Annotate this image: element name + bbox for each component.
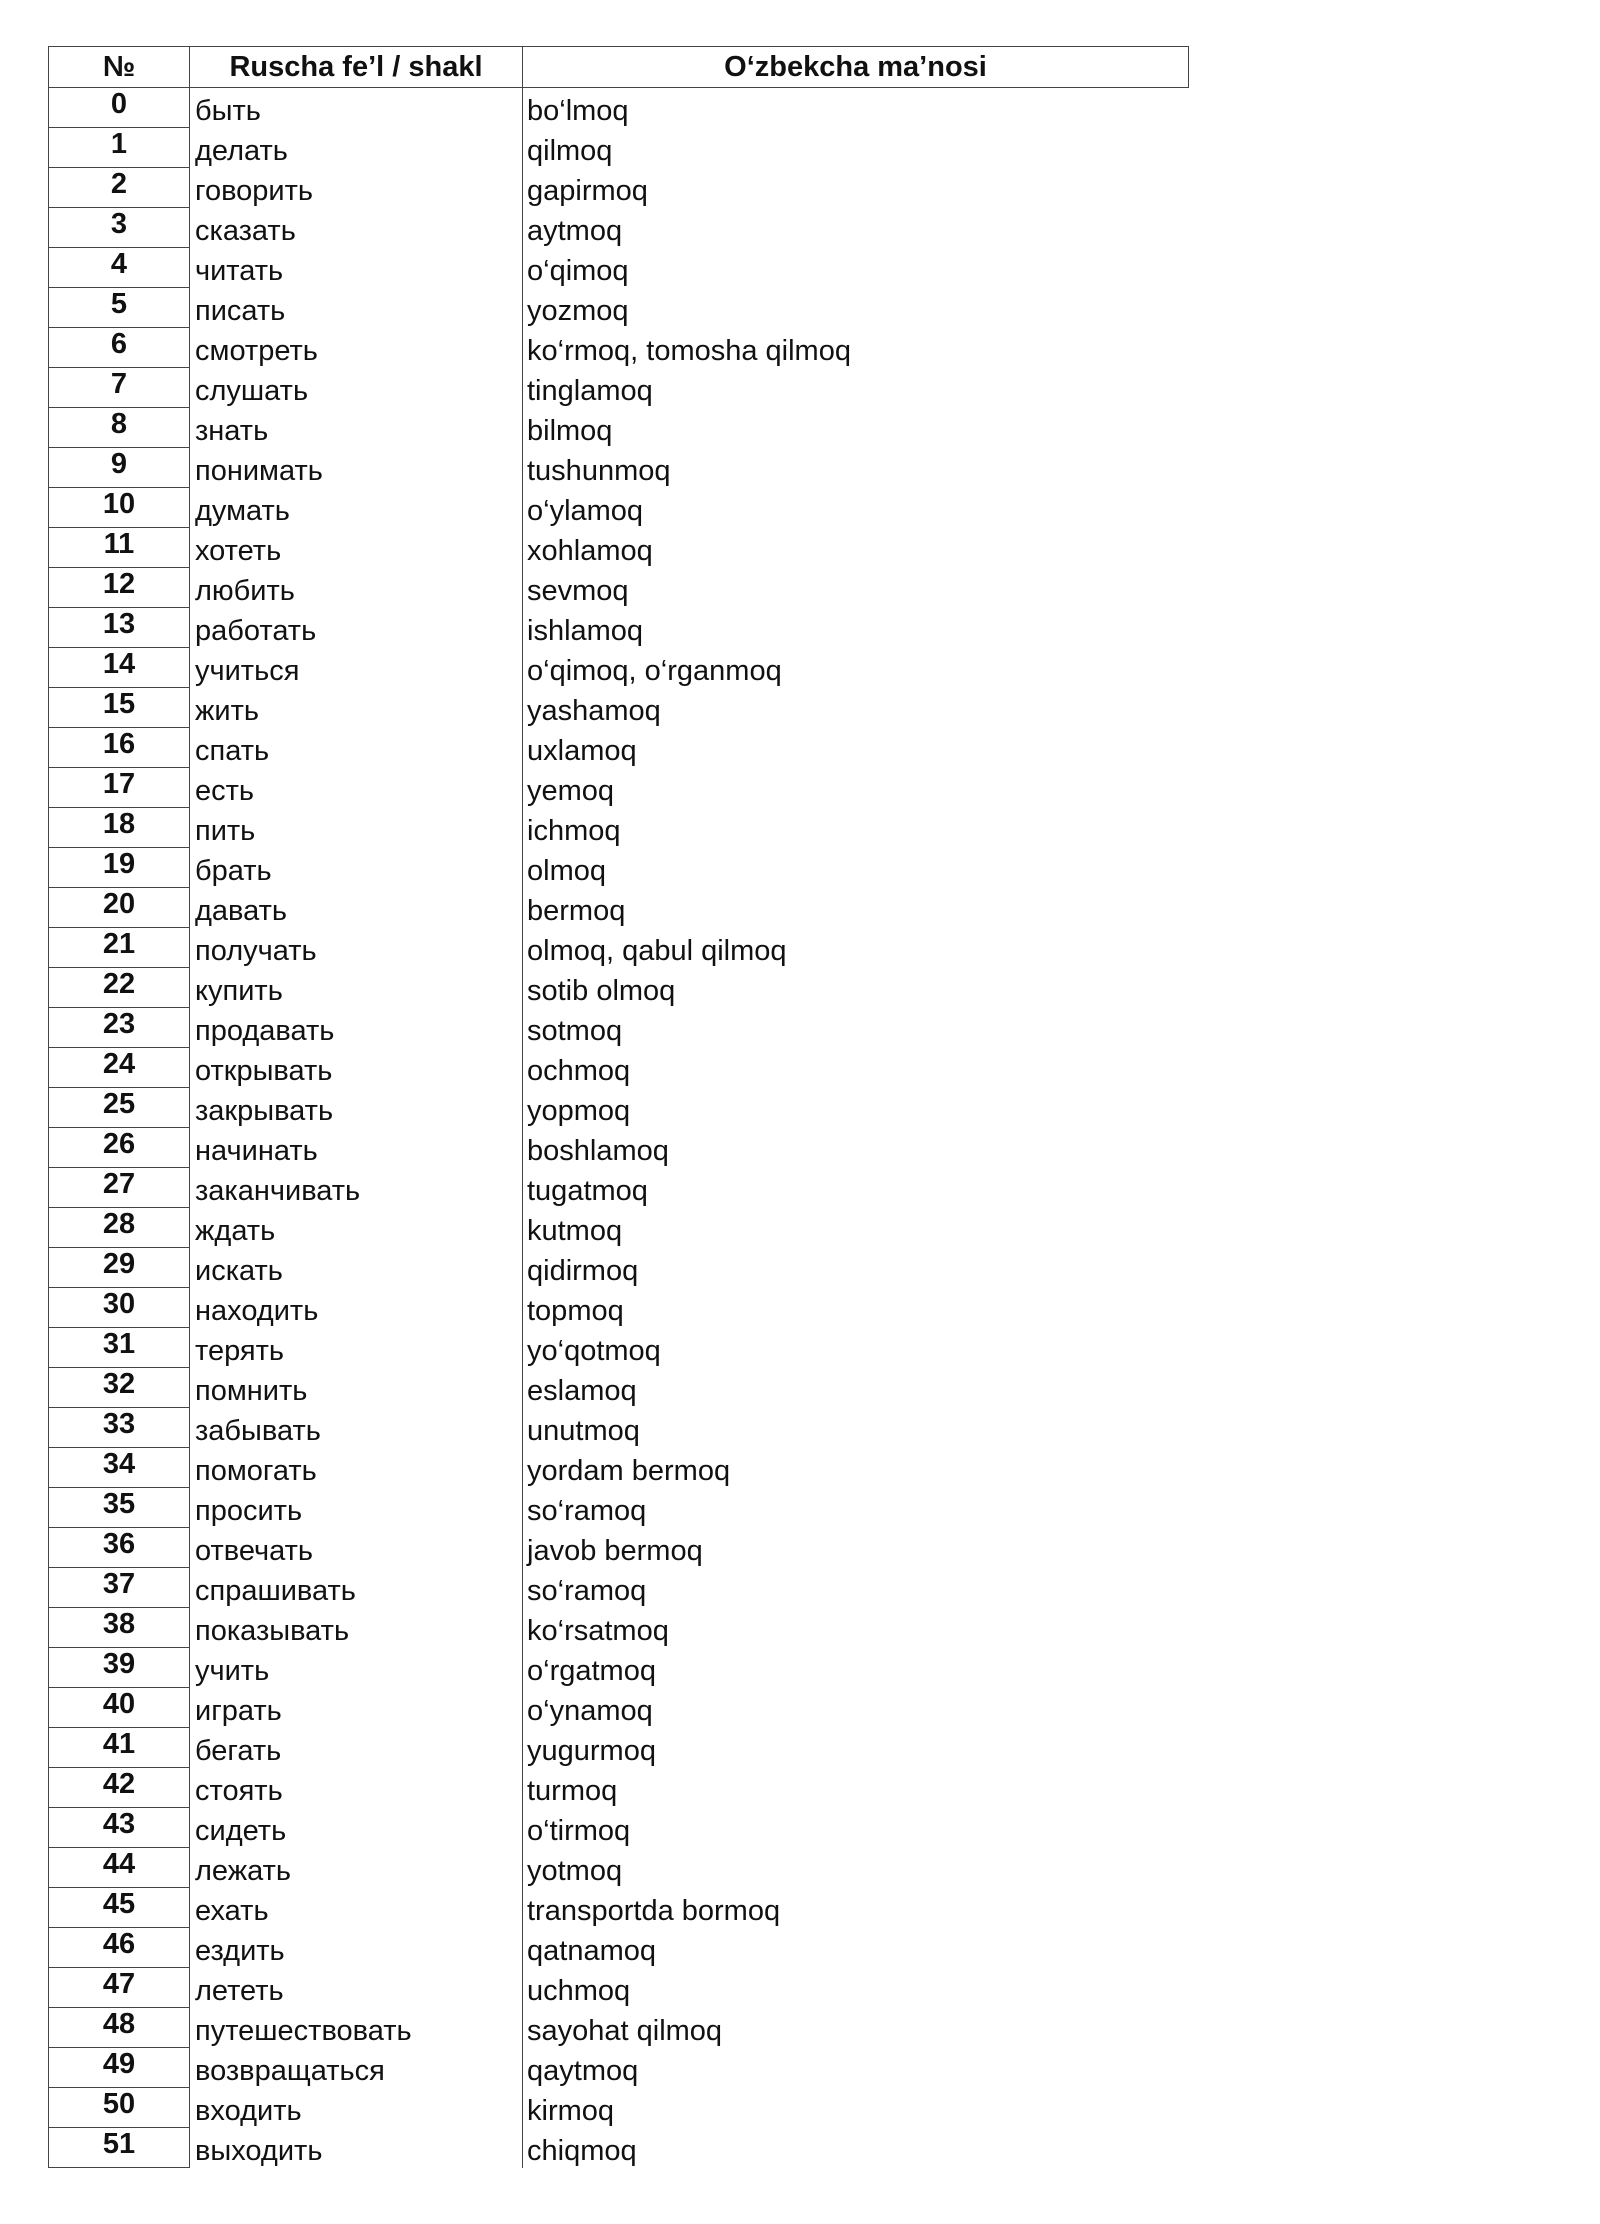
row-number: 22: [49, 968, 190, 1008]
table-row: [49, 1688, 1189, 1728]
russian-verb: получать: [190, 928, 523, 968]
uzbek-meaning: boshlamoq: [527, 1134, 669, 1167]
russian-verb: понимать: [190, 448, 523, 488]
uzbek-meaning: sotib olmoq: [527, 974, 676, 1007]
table-row: [49, 608, 1189, 648]
uzbek-meaning: yugurmoq: [527, 1734, 656, 1767]
row-number: 50: [49, 2088, 190, 2128]
table-row: [49, 1328, 1189, 1368]
row-number: 20: [49, 888, 190, 928]
uzbek-meaning: qilmoq: [527, 134, 613, 167]
table-row: [49, 1008, 1189, 1048]
russian-verb: открывать: [190, 1048, 523, 1088]
uzbek-meaning: yashamoq: [527, 694, 661, 727]
header-number: №: [49, 47, 190, 88]
table-row: [49, 1768, 1189, 1808]
russian-verb: играть: [190, 1688, 523, 1728]
table-row: [49, 848, 1189, 888]
table-row: [49, 2088, 1189, 2128]
russian-verb: быть: [190, 88, 523, 128]
russian-verb: выходить: [190, 2128, 523, 2168]
russian-verb: сидеть: [190, 1808, 523, 1848]
row-number: 15: [49, 688, 190, 728]
russian-verb: читать: [190, 248, 523, 288]
russian-verb: просить: [190, 1488, 523, 1528]
table-row: [49, 568, 1189, 608]
table-row: [49, 328, 1189, 368]
table-row: [49, 168, 1189, 208]
uzbek-meaning: ko‘rsatmoq: [527, 1614, 669, 1647]
uzbek-meaning: javob bermoq: [527, 1534, 703, 1567]
row-number: 25: [49, 1088, 190, 1128]
table-row: [49, 1448, 1189, 1488]
table-row: [49, 1928, 1189, 1968]
document-sheet: [48, 46, 1188, 2168]
russian-verb: давать: [190, 888, 523, 928]
uzbek-meaning: ichmoq: [527, 814, 621, 847]
table-row: [49, 808, 1189, 848]
russian-verb: слушать: [190, 368, 523, 408]
row-number: 7: [49, 368, 190, 408]
header-uzbek-meaning: O‘zbekcha ma’nosi: [523, 47, 1189, 88]
uzbek-meaning: sayohat qilmoq: [527, 2014, 723, 2047]
table-body: [49, 88, 1189, 2168]
russian-verb: жить: [190, 688, 523, 728]
row-number: 48: [49, 2008, 190, 2048]
verb-translation-table: [48, 46, 1189, 2168]
row-number: 1: [49, 128, 190, 168]
russian-verb: сказать: [190, 208, 523, 248]
row-number: 14: [49, 648, 190, 688]
table-row: [49, 888, 1189, 928]
row-number: 41: [49, 1728, 190, 1768]
uzbek-meaning: olmoq, qabul qilmoq: [527, 934, 787, 967]
uzbek-meaning: uchmoq: [527, 1974, 631, 2007]
row-number: 12: [49, 568, 190, 608]
row-number: 9: [49, 448, 190, 488]
row-number: 19: [49, 848, 190, 888]
table-row: [49, 2128, 1189, 2168]
russian-verb: думать: [190, 488, 523, 528]
table-row: [49, 2008, 1189, 2048]
row-number: 30: [49, 1288, 190, 1328]
russian-verb: купить: [190, 968, 523, 1008]
table-row: [49, 1248, 1189, 1288]
uzbek-meaning: tugatmoq: [527, 1174, 648, 1207]
uzbek-meaning: o‘ynamoq: [527, 1694, 653, 1727]
row-number: 31: [49, 1328, 190, 1368]
uzbek-meaning: eslamoq: [527, 1374, 637, 1407]
russian-verb: помогать: [190, 1448, 523, 1488]
russian-verb: учить: [190, 1648, 523, 1688]
row-number: 11: [49, 528, 190, 568]
table-row: [49, 928, 1189, 968]
uzbek-meaning: o‘ylamoq: [527, 494, 644, 527]
russian-verb: терять: [190, 1328, 523, 1368]
table-row: [49, 1048, 1189, 1088]
table-row: [49, 528, 1189, 568]
russian-verb: продавать: [190, 1008, 523, 1048]
russian-verb: стоять: [190, 1768, 523, 1808]
table-row: [49, 488, 1189, 528]
table-row: [49, 248, 1189, 288]
uzbek-meaning: kirmoq: [527, 2094, 615, 2127]
russian-verb: смотреть: [190, 328, 523, 368]
table-row: [49, 368, 1189, 408]
uzbek-meaning: o‘rgatmoq: [527, 1654, 656, 1687]
uzbek-meaning: yopmoq: [527, 1094, 631, 1127]
uzbek-meaning: yemoq: [527, 774, 615, 807]
table-row: [49, 288, 1189, 328]
russian-verb: заканчивать: [190, 1168, 523, 1208]
table-row: [49, 1288, 1189, 1328]
row-number: 37: [49, 1568, 190, 1608]
row-number: 8: [49, 408, 190, 448]
row-number: 26: [49, 1128, 190, 1168]
table-row: [49, 408, 1189, 448]
uzbek-meaning: qaytmoq: [527, 2054, 639, 2087]
row-number: 38: [49, 1608, 190, 1648]
russian-verb: знать: [190, 408, 523, 448]
row-number: 49: [49, 2048, 190, 2088]
row-number: 10: [49, 488, 190, 528]
uzbek-meaning: tinglamoq: [527, 374, 653, 407]
table-row: [49, 1568, 1189, 1608]
row-number: 5: [49, 288, 190, 328]
russian-verb: пить: [190, 808, 523, 848]
russian-verb: делать: [190, 128, 523, 168]
table-row: [49, 128, 1189, 168]
russian-verb: хотеть: [190, 528, 523, 568]
uzbek-meaning: o‘qimoq, o‘rganmoq: [527, 654, 782, 687]
russian-verb: спрашивать: [190, 1568, 523, 1608]
row-number: 6: [49, 328, 190, 368]
russian-verb: входить: [190, 2088, 523, 2128]
table-row: [49, 2048, 1189, 2088]
table-row: [49, 728, 1189, 768]
row-number: 40: [49, 1688, 190, 1728]
russian-verb: спать: [190, 728, 523, 768]
uzbek-meaning: qidirmoq: [527, 1254, 639, 1287]
russian-verb: ехать: [190, 1888, 523, 1928]
row-number: 24: [49, 1048, 190, 1088]
row-number: 46: [49, 1928, 190, 1968]
russian-verb: отвечать: [190, 1528, 523, 1568]
russian-verb: бегать: [190, 1728, 523, 1768]
row-number: 23: [49, 1008, 190, 1048]
uzbek-meaning: o‘tirmoq: [527, 1814, 631, 1847]
header-russian-verb: Ruscha fe’l / shakl: [190, 47, 523, 88]
table-row: [49, 1608, 1189, 1648]
uzbek-meaning: sotmoq: [527, 1014, 623, 1047]
uzbek-meaning: yotmoq: [527, 1854, 623, 1887]
table-row: [49, 1408, 1189, 1448]
row-number: 39: [49, 1648, 190, 1688]
uzbek-meaning: yozmoq: [527, 294, 629, 327]
russian-verb: любить: [190, 568, 523, 608]
table-header: [49, 47, 1189, 88]
row-number: 29: [49, 1248, 190, 1288]
table-row: [49, 1208, 1189, 1248]
russian-verb: лететь: [190, 1968, 523, 2008]
russian-verb: ждать: [190, 1208, 523, 1248]
row-number: 17: [49, 768, 190, 808]
uzbek-meaning: ko‘rmoq, tomosha qilmoq: [527, 334, 851, 367]
row-number: 45: [49, 1888, 190, 1928]
table-row: [49, 1648, 1189, 1688]
row-number: 43: [49, 1808, 190, 1848]
uzbek-meaning: gapirmoq: [527, 174, 648, 207]
uzbek-meaning: unutmoq: [527, 1414, 640, 1447]
table-row: [49, 768, 1189, 808]
table-row: [49, 1888, 1189, 1928]
row-number: 0: [49, 88, 190, 128]
uzbek-meaning: bilmoq: [527, 414, 613, 447]
uzbek-meaning: o‘qimoq: [527, 254, 629, 287]
table-row: [49, 1728, 1189, 1768]
russian-verb: работать: [190, 608, 523, 648]
uzbek-meaning: transportda bormoq: [527, 1894, 781, 1927]
russian-verb: начинать: [190, 1128, 523, 1168]
uzbek-meaning: ishlamoq: [527, 614, 644, 647]
uzbek-meaning: bermoq: [527, 894, 626, 927]
row-number: 18: [49, 808, 190, 848]
uzbek-meaning: so‘ramoq: [527, 1494, 647, 1527]
uzbek-meaning: tushunmoq: [527, 454, 671, 487]
row-number: 2: [49, 168, 190, 208]
table-row: [49, 648, 1189, 688]
row-number: 28: [49, 1208, 190, 1248]
table-row: [49, 968, 1189, 1008]
uzbek-meaning: yo‘qotmoq: [527, 1334, 661, 1367]
russian-verb: говорить: [190, 168, 523, 208]
uzbek-meaning: yordam bermoq: [527, 1454, 731, 1487]
table-row: [49, 1488, 1189, 1528]
row-number: 16: [49, 728, 190, 768]
russian-verb: путешествовать: [190, 2008, 523, 2048]
uzbek-meaning: turmoq: [527, 1774, 618, 1807]
table-row: [49, 1128, 1189, 1168]
uzbek-meaning: topmoq: [527, 1294, 624, 1327]
table-row: [49, 1368, 1189, 1408]
table-row: [49, 448, 1189, 488]
row-number: 51: [49, 2128, 190, 2168]
russian-verb: возвращаться: [190, 2048, 523, 2088]
row-number: 44: [49, 1848, 190, 1888]
row-number: 21: [49, 928, 190, 968]
row-number: 42: [49, 1768, 190, 1808]
russian-verb: забывать: [190, 1408, 523, 1448]
russian-verb: находить: [190, 1288, 523, 1328]
uzbek-meaning: xohlamoq: [527, 534, 653, 567]
russian-verb: помнить: [190, 1368, 523, 1408]
uzbek-meaning: ochmoq: [527, 1054, 631, 1087]
row-number: 4: [49, 248, 190, 288]
uzbek-meaning: bo‘lmoq: [527, 94, 629, 127]
table-row: [49, 1968, 1189, 2008]
table-row: [49, 688, 1189, 728]
uzbek-meaning: kutmoq: [527, 1214, 623, 1247]
row-number: 32: [49, 1368, 190, 1408]
russian-verb: лежать: [190, 1848, 523, 1888]
table-row: [49, 1168, 1189, 1208]
table-row: [49, 1088, 1189, 1128]
uzbek-meaning: olmoq: [527, 854, 606, 887]
russian-verb: ездить: [190, 1928, 523, 1968]
russian-verb: закрывать: [190, 1088, 523, 1128]
table-row: [49, 1808, 1189, 1848]
row-number: 47: [49, 1968, 190, 2008]
uzbek-meaning: aytmoq: [527, 214, 623, 247]
table-row: [49, 208, 1189, 248]
row-number: 3: [49, 208, 190, 248]
header-row: [49, 47, 1189, 88]
row-number: 33: [49, 1408, 190, 1448]
table-row: [49, 88, 1189, 128]
row-number: 34: [49, 1448, 190, 1488]
russian-verb: искать: [190, 1248, 523, 1288]
uzbek-meaning: chiqmoq: [527, 2134, 637, 2167]
russian-verb: показывать: [190, 1608, 523, 1648]
uzbek-meaning: qatnamoq: [527, 1934, 656, 1967]
russian-verb: есть: [190, 768, 523, 808]
row-number: 13: [49, 608, 190, 648]
russian-verb: брать: [190, 848, 523, 888]
table-row: [49, 1848, 1189, 1888]
uzbek-meaning: sevmoq: [527, 574, 629, 607]
row-number: 36: [49, 1528, 190, 1568]
row-number: 27: [49, 1168, 190, 1208]
table-row: [49, 1528, 1189, 1568]
row-number: 35: [49, 1488, 190, 1528]
russian-verb: учиться: [190, 648, 523, 688]
russian-verb: писать: [190, 288, 523, 328]
uzbek-meaning: so‘ramoq: [527, 1574, 647, 1607]
uzbek-meaning: uxlamoq: [527, 734, 637, 767]
